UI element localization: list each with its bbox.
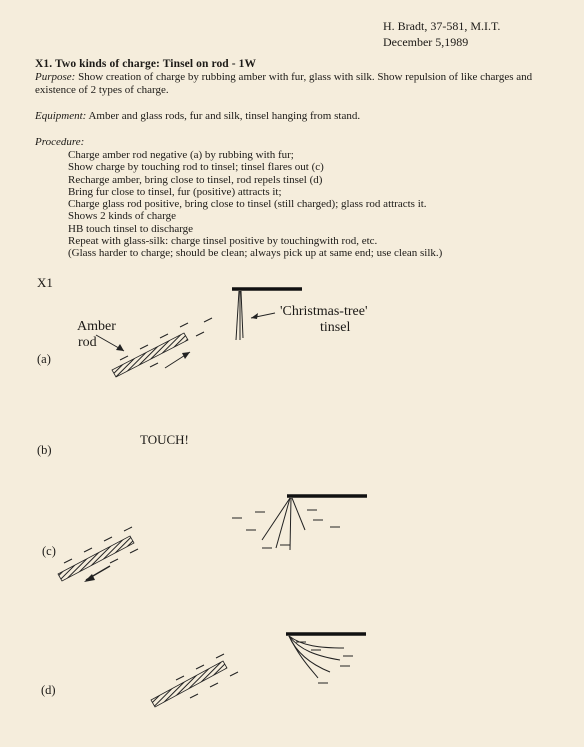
panel-label-b: (b) <box>37 443 52 457</box>
tinsel-strands-c <box>262 498 305 550</box>
charge-marks-c-tinsel <box>232 510 340 548</box>
purpose-text: Show creation of charge by rubbing amber with fur, glass with silk. Show repulsion of like charges and existence of 2 types of charge. <box>35 71 533 96</box>
figure-id: X1 <box>37 275 53 290</box>
procedure-step: Repeat with glass-silk: charge tinsel positive by touchingwith rod, etc. <box>68 235 378 248</box>
procedure-step: (Glass harder to charge; should be clean; always pick up at same end; use clean silk.) <box>68 247 443 260</box>
date-line: December 5,1989 <box>383 35 469 49</box>
panel-d-drawing <box>151 634 366 707</box>
panel-label-d: (d) <box>41 683 56 697</box>
procedure-step: Charge amber rod negative (a) by rubbing with fur; <box>68 149 294 161</box>
procedure-step: Shows 2 kinds of charge <box>68 210 176 223</box>
author-line: H. Bradt, 37-581, M.I.T. <box>383 19 501 33</box>
tinsel-label-line1: 'Christmas-tree' <box>280 304 368 319</box>
equipment-text: Amber and glass rods, fur and silk, tinsel hanging from stand. <box>88 110 361 122</box>
charge-marks-d-tinsel <box>296 642 353 683</box>
touch-label: TOUCH! <box>140 432 189 447</box>
procedure-step: Show charge by touching rod to tinsel; tinsel flares out (c) <box>68 161 324 174</box>
amber-rod-a <box>112 333 188 377</box>
equipment-label: Equipment: <box>35 110 87 122</box>
panel-label-c: (c) <box>42 544 56 558</box>
tinsel-label-line2: tinsel <box>320 320 351 335</box>
purpose-label: Purpose: <box>35 71 76 83</box>
tinsel-strands-a <box>236 291 243 340</box>
procedure-step: Charge glass rod positive, bring close to tinsel (still charged); glass rod attracts it. <box>68 198 427 211</box>
procedure-step: HB touch tinsel to discharge <box>68 222 194 235</box>
panel-a-drawing <box>96 289 302 377</box>
procedure-label: Procedure: <box>35 136 85 148</box>
procedure-step: Recharge amber, bring close to tinsel, rod repels tinsel (d) <box>68 173 323 186</box>
demo-title: X1. Two kinds of charge: Tinsel on rod - 1W <box>35 58 257 70</box>
procedure-step: Bring fur close to tinsel, fur (positive) attracts it; <box>68 185 282 198</box>
panel-label-a: (a) <box>37 352 51 366</box>
rod-label: rod <box>78 335 97 350</box>
amber-label: Amber <box>77 319 116 334</box>
panel-c-drawing <box>58 496 367 582</box>
